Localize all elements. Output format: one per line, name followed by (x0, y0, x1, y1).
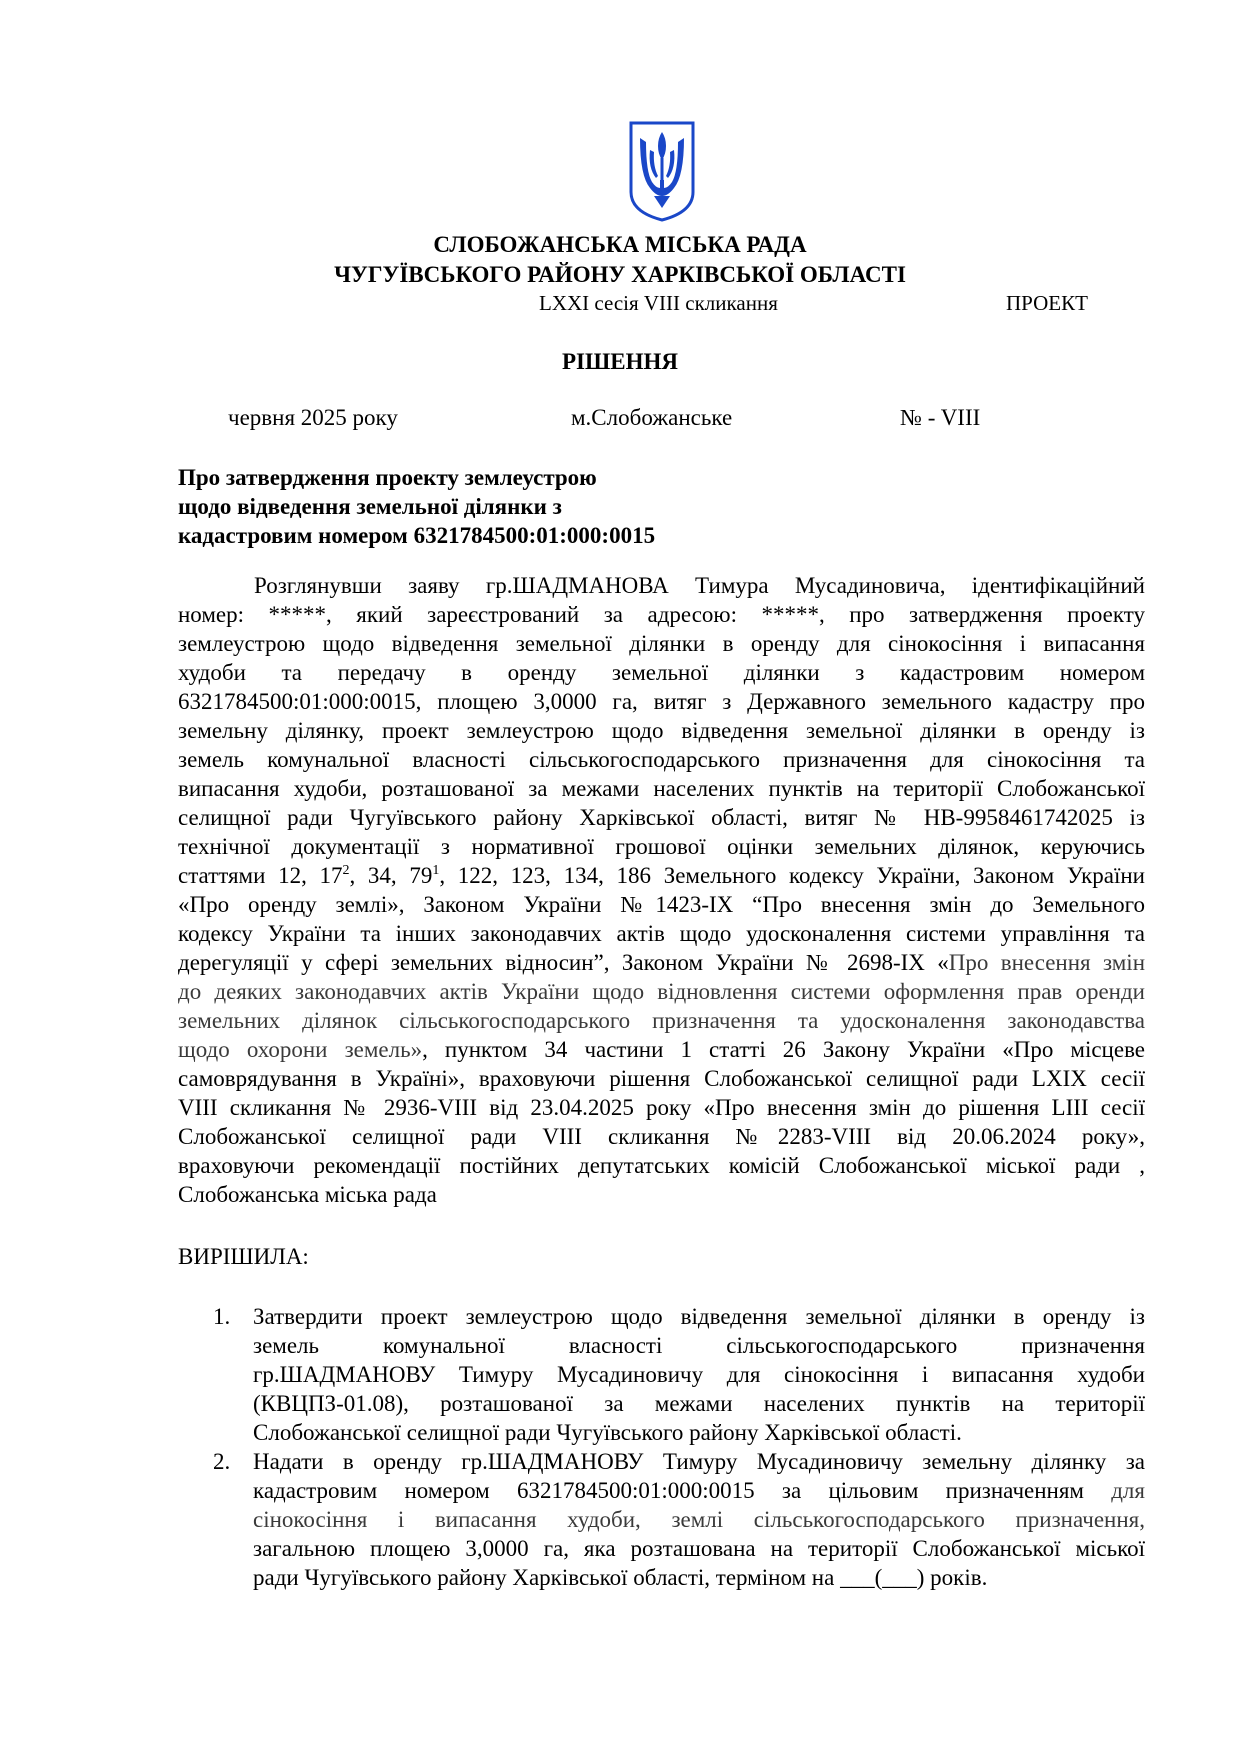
draft-mark: ПРОЕКТ (1006, 291, 1088, 315)
preamble-line: земельних ділянок сільськогосподарського призначення та удосконалення законодавства (178, 1008, 1145, 1033)
preamble-line: випасання худоби, розташованої за межами населених пунктів на території Слобожанської (178, 776, 1145, 801)
item-line: сінокосіння і випасання худоби, землі сільськогосподарського призначення, (253, 1507, 1145, 1532)
text-fragment: Про внесення змін (948, 950, 1146, 975)
preamble-line: до деяких законодавчих актів України щодо відновлення системи оформлення прав оренди (178, 979, 1145, 1004)
text-fragment: , пунктом 34 частини 1 статті 26 Закону України «Про місцеве (422, 1037, 1146, 1062)
council-name: СЛОБОЖАНСЬКА МІСЬКА РАДА (433, 232, 807, 257)
district-name: ЧУГУЇВСЬКОГО РАЙОНУ ХАРКІВСЬКОЇ ОБЛАСТІ (334, 262, 906, 287)
document-date: червня 2025 року (228, 405, 398, 430)
text-fragment: , 122, 123, 134, 186 Земельного кодексу України, Законом України (439, 863, 1145, 888)
text-fragment: для (1111, 1478, 1145, 1503)
preamble-line: землеустрою щодо відведення земельної ділянки в оренду для сінокосіння і випасання (178, 631, 1145, 656)
item-line: гр.ШАДМАНОВУ Тимуру Мусадиновичу для сінокосіння і випасання худоби (253, 1362, 1145, 1387)
item-line: Слобожанської селищної ради Чугуївського району Харківської області. (253, 1420, 962, 1445)
decision-subject (178, 463, 738, 550)
preamble-line: земель комунальної власності сільськогосподарського призначення для сінокосіння та (178, 747, 1145, 772)
trident-coat-of-arms-icon (628, 120, 696, 222)
preamble-line: 6321784500:01:000:0015, площею 3,0000 га, витяг з Державного земельного кадастру про (178, 689, 1145, 714)
subject-line: Про затвердження проекту землеустрою (178, 465, 597, 490)
item-line: земель комунальної власності сільськогосподарського призначення (253, 1333, 1145, 1358)
decided-heading: ВИРІШИЛА: (178, 1244, 309, 1269)
session-info: LXXI сесія VIII скликання (539, 291, 778, 315)
preamble-line: самоврядування в Україні», враховуючи рішення Слобожанської селищної ради LXIX сесії (178, 1066, 1145, 1091)
subject-line: щодо відведення земельної ділянки з (178, 494, 562, 519)
text-fragment: , 34, 79 (349, 863, 433, 888)
preamble-line: Розглянувши заяву гр.ШАДМАНОВА Тимура Мусадиновича, ідентифікаційний (254, 573, 1145, 598)
preamble-line: худоби та передачу в оренду земельної ділянки з кадастровим номером (178, 660, 1145, 685)
item-number: 2. (213, 1449, 231, 1474)
preamble-line (178, 861, 1145, 890)
item-line: загальною площею 3,0000 га, яка розташована на території Слобожанської міської (253, 1536, 1145, 1561)
preamble-line: Слобожанської селищної ради VIII скликання №2283-VIII від 20.06.2024 року», (178, 1124, 1145, 1149)
item-line: (КВЦПЗ-01.08), розташованої за межами населених пунктів на території (253, 1391, 1145, 1416)
superscript: 1 (432, 863, 440, 878)
item-line: ради Чугуївського району Харківської області, терміном на ___(___) років. (253, 1565, 988, 1590)
preamble-line (178, 948, 1145, 977)
preamble-line: враховуючи рекомендації постійних депутатських комісій Слобожанської міської ради , (178, 1153, 1145, 1178)
preamble-line: кодексу України та інших законодавчих актів щодо удосконалення системи управління та (178, 921, 1145, 946)
preamble-line: номер: *****, який зареєстрований за адресою: *****, про затвердження проекту (178, 602, 1145, 627)
text-fragment: статтями 12, 17 (178, 863, 343, 888)
superscript: 2 (342, 863, 350, 878)
preamble-line: земельну ділянку, проект землеустрою щодо відведення земельної ділянки в оренду із (178, 718, 1145, 743)
preamble-line: технічної документації з нормативної грошової оцінки земельних ділянок, керуючись (178, 834, 1145, 859)
item-line (253, 1476, 1145, 1505)
document-place: м.Слобожанське (571, 405, 733, 430)
subject-line: кадастровим номером 6321784500:01:000:0015 (178, 523, 656, 548)
text-fragment: кадастровим номером 6321784500:01:000:0015 за цільовим призначенням (253, 1478, 1112, 1503)
document-title: РІШЕННЯ (562, 349, 678, 374)
preamble-line: Слобожанська міська рада (178, 1182, 437, 1207)
preamble-line: селищної ради Чугуївського району Харківської області, витяг № НВ-9958461742025 із (178, 805, 1145, 830)
preamble-paragraph (178, 571, 1145, 1209)
item-line: Затвердити проект землеустрою щодо відведення земельної ділянки в оренду із (253, 1304, 1145, 1329)
text-fragment: щодо охорони земель» (178, 1037, 423, 1062)
preamble-line: «Про оренду землі», Законом України №1423-IX “Про внесення змін до Земельного (178, 892, 1145, 917)
preamble-line: VIII скликання № 2936-VIII від 23.04.2025 року «Про внесення змін до рішення LIII сесії (178, 1095, 1145, 1120)
item-line: Надати в оренду гр.ШАДМАНОВУ Тимуру Мусадиновичу земельну ділянку за (253, 1449, 1145, 1474)
document-number: № - VIII (900, 405, 981, 430)
preamble-line (178, 1035, 1145, 1064)
item-number: 1. (213, 1304, 231, 1329)
text-fragment: дерегуляції у сфері земельних відносин”, Законом України № 2698-IX « (178, 950, 949, 975)
